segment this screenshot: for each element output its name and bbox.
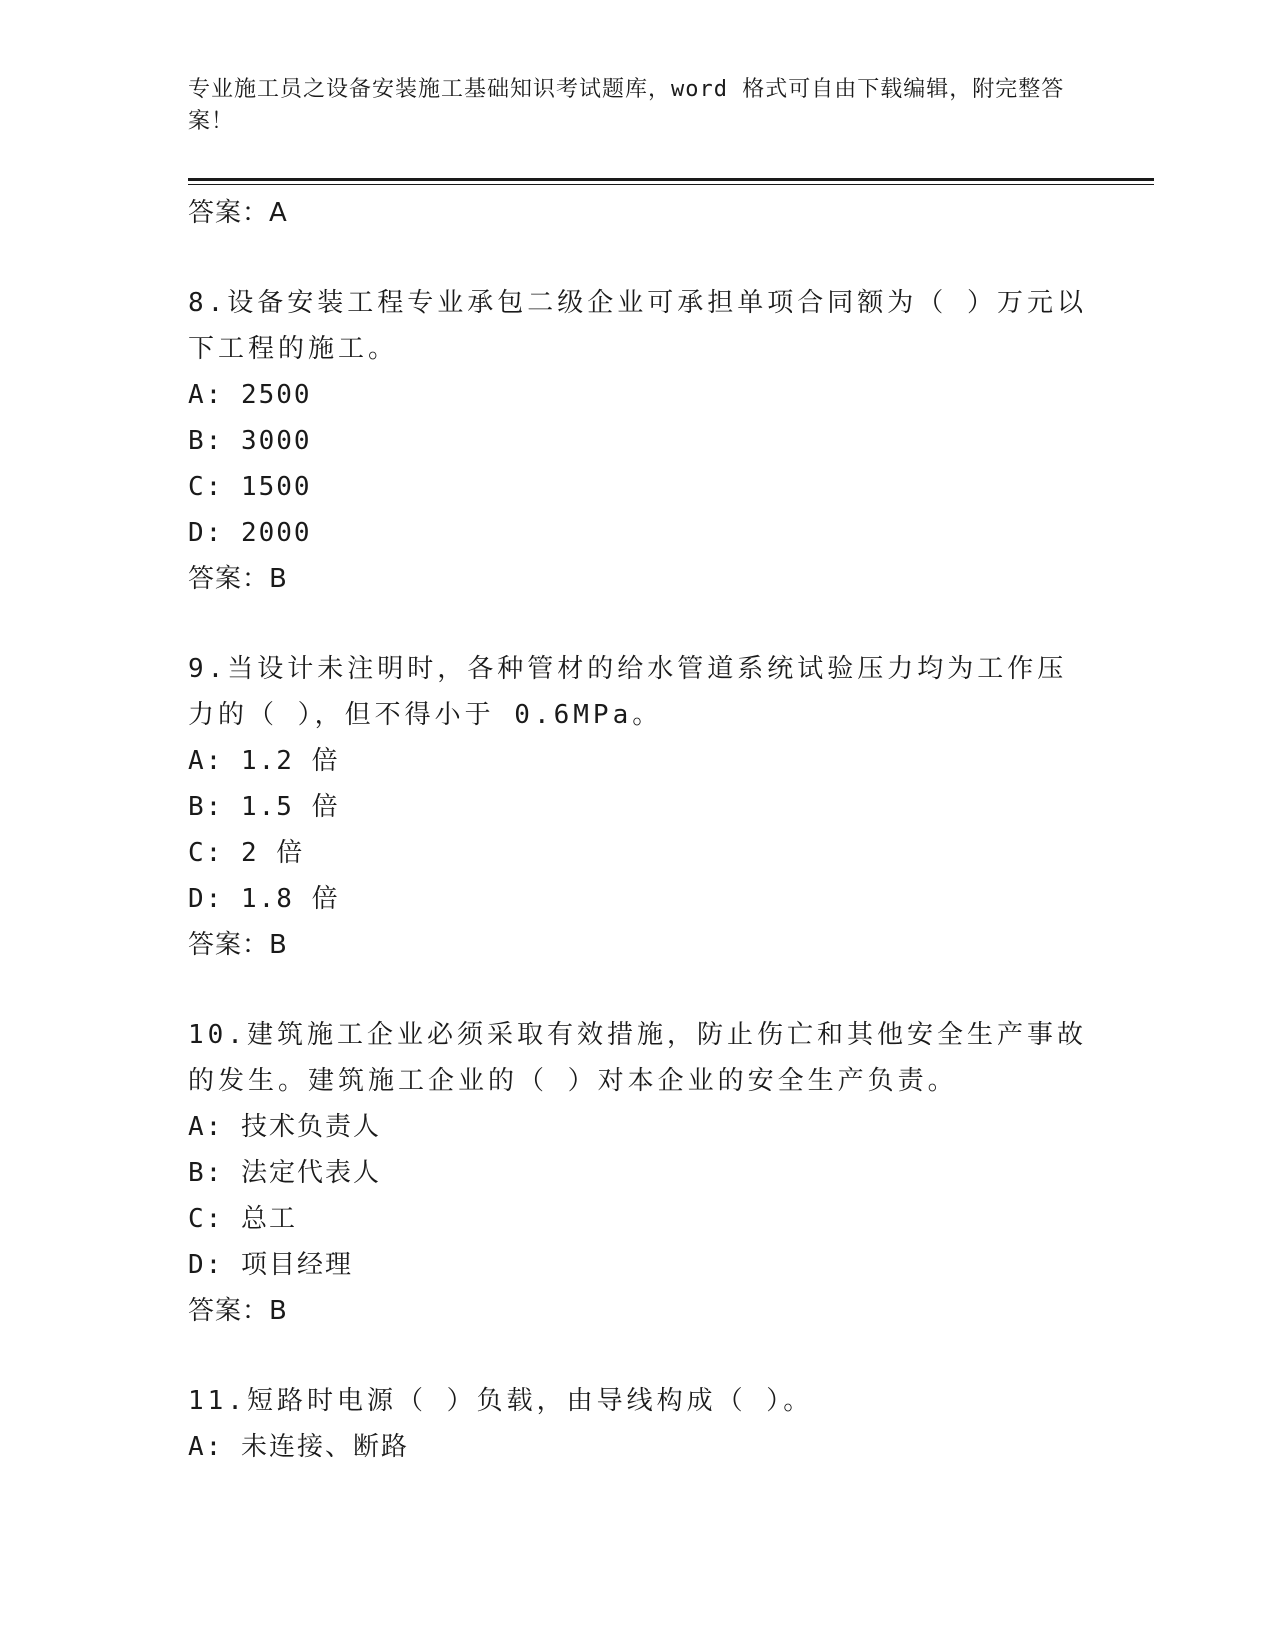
answer-line: 答案：B (188, 1296, 288, 1326)
option-a: A: 未连接、断路 (188, 1432, 409, 1462)
question-9 (188, 646, 1088, 968)
option-d: D: 2000 (188, 518, 312, 548)
question-8 (188, 280, 1088, 602)
option-b: B: 3000 (188, 426, 312, 456)
question-text: 11.短路时电源（ ）负载，由导线构成（ ）。 (188, 1386, 814, 1416)
header-rule-thick (188, 178, 1154, 181)
option-c: C: 2 倍 (188, 838, 305, 868)
option-b: B: 1.5 倍 (188, 792, 340, 822)
header-rule-thin (188, 184, 1154, 185)
option-a: A: 技术负责人 (188, 1112, 381, 1142)
question-text: 8.设备安装工程专业承包二级企业可承担单项合同额为（ ）万元以下工程的施工。 (188, 288, 1087, 364)
option-c: C: 总工 (188, 1204, 297, 1234)
question-10 (188, 1012, 1088, 1334)
document-body (188, 188, 1088, 1470)
option-c: C: 1500 (188, 472, 312, 502)
option-a: A: 1.2 倍 (188, 746, 340, 776)
question-11 (188, 1378, 1088, 1470)
question-text: 9.当设计未注明时，各种管材的给水管道系统试验压力均为工作压力的（ ），但不得小于 0.6MPa。 (188, 654, 1068, 730)
question-text: 10.建筑施工企业必须采取有效措施，防止伤亡和其他安全生产事故的发生。建筑施工企业的（ ）对本企业的安全生产负责。 (188, 1020, 1087, 1096)
option-b: B: 法定代表人 (188, 1158, 381, 1188)
option-d: D: 项目经理 (188, 1250, 353, 1280)
option-d: D: 1.8 倍 (188, 884, 340, 914)
answer-line: 答案：B (188, 564, 288, 594)
answer-line: 答案：B (188, 930, 288, 960)
page-header: 专业施工员之设备安装施工基础知识考试题库，word 格式可自由下载编辑，附完整答案！ (188, 77, 1065, 134)
answer-line: 答案：A (188, 198, 288, 228)
option-a: A: 2500 (188, 380, 312, 410)
